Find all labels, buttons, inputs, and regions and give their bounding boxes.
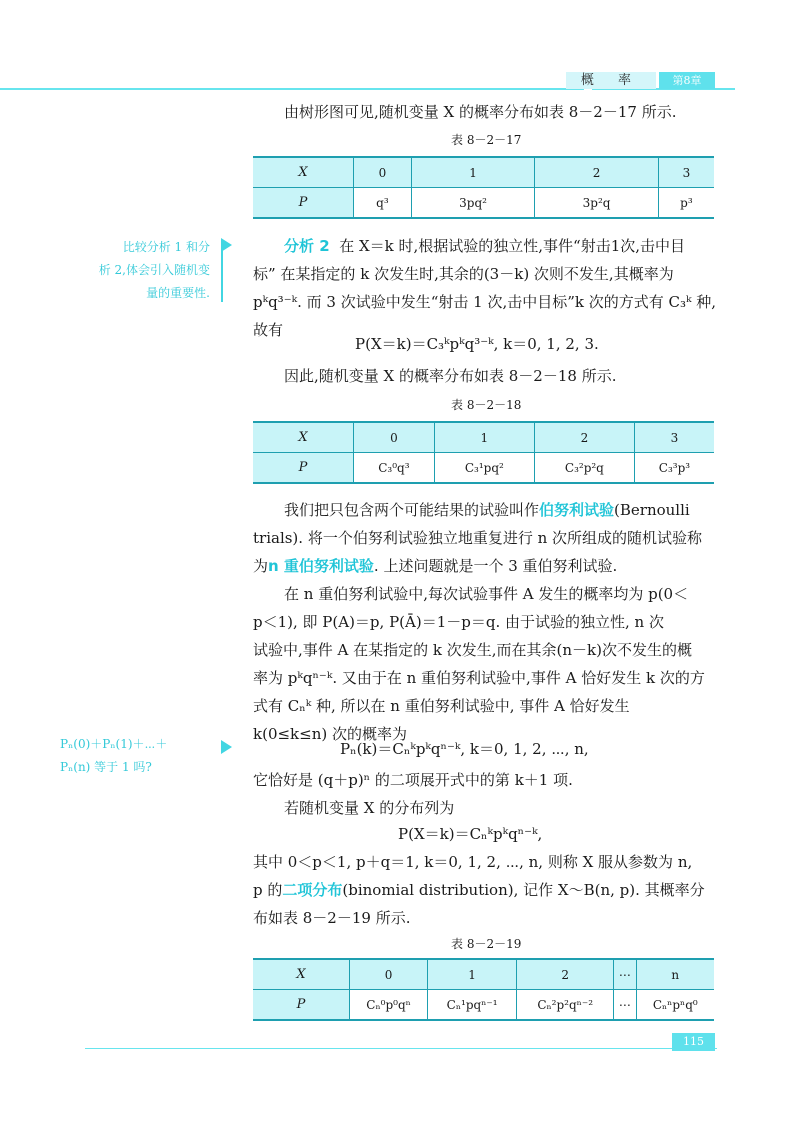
term-n-bernoulli: n 重伯努利试验 [268, 557, 374, 575]
paragraph-g-line-3: 布如表 8－2－19 所示. [253, 909, 411, 927]
analysis-line-3: pᵏq³⁻ᵏ. 而 3 次试验中发生“射击 1 次,击中目标”k 次的方式有 C₃ᵏ 种, [253, 293, 717, 311]
table-8-2-19 [253, 958, 714, 1021]
paragraph-d-line-2: p＜1), 即 P(A)＝p, P(Ā)＝1－p＝q. 由于试验的独立性, n 次 [253, 613, 664, 631]
table-row [253, 422, 714, 453]
paragraph-c-line-1: 我们把只包含两个可能结果的试验叫作伯努利试验(Bernoulli [284, 501, 690, 519]
table-8-2-17 [253, 156, 714, 219]
table-cell: 1 [428, 959, 517, 990]
table-row [253, 990, 714, 1021]
table-caption-19: 表 8－2－19 [451, 937, 522, 951]
table-cell: 0 [350, 959, 428, 990]
paragraph-d-line-5: 式有 Cₙᵏ 种, 所以在 n 重伯努利试验中, 事件 A 恰好发生 [253, 697, 630, 715]
table-row [253, 188, 714, 219]
term-bernoulli-trial: 伯努利试验 [539, 501, 615, 519]
paragraph-c-line-3: 为n 重伯努利试验. 上述问题就是一个 3 重伯努利试验. [253, 557, 618, 575]
table-cell: ⋯ [614, 959, 636, 990]
table-cell: 0 [354, 157, 412, 188]
analysis-label: 分析 2 [284, 237, 330, 255]
note-line: 析 2,体会引入随机变 [98, 263, 210, 277]
table-cell: 2 [517, 959, 614, 990]
table-cell: 3 [634, 422, 714, 453]
table-cell: Cₙ¹pqⁿ⁻¹ [428, 990, 517, 1021]
table-cell: C₃¹pq² [434, 453, 534, 484]
table-cell: Cₙ⁰p⁰qⁿ [350, 990, 428, 1021]
table-cell: X [253, 422, 354, 453]
paragraph-d-line-6: k(0≤k≤n) 次的概率为 [253, 725, 407, 743]
paragraph-d-line-4: 率为 pᵏqⁿ⁻ᵏ. 又由于在 n 重伯努利试验中,事件 A 恰好发生 k 次的方 [253, 669, 705, 687]
formula-2: Pₙ(k)＝Cₙᵏpᵏqⁿ⁻ᵏ, k＝0, 1, 2, ⋯, n, [340, 740, 589, 758]
table-8-2-18 [253, 421, 714, 484]
table-caption-17: 表 8－2－17 [451, 133, 522, 147]
paragraph-d-line-3: 试验中,事件 A 在某指定的 k 次发生,而在其余(n－k)次不发生的概 [253, 641, 692, 659]
chapter-badge: 第8章 [659, 72, 715, 89]
note-line: Pₙ(n) 等于 1 吗? [60, 760, 152, 774]
intro-paragraph: 由树形图可见,随机变量 X 的概率分布如表 8－2－17 所示. [284, 103, 677, 121]
table-row [253, 959, 714, 990]
margin-note-1 [60, 236, 210, 305]
note-line: 量的重要性. [146, 286, 210, 300]
table-cell: P [253, 188, 354, 219]
table-cell: Cₙⁿpⁿq⁰ [636, 990, 714, 1021]
table-row [253, 453, 714, 484]
table-cell: P [253, 990, 350, 1021]
note-bracket [221, 250, 223, 302]
table-cell: 0 [354, 422, 435, 453]
formula-1: P(X＝k)＝C₃ᵏpᵏq³⁻ᵏ, k＝0, 1, 2, 3. [355, 335, 599, 353]
analysis-line-1: 分析 2 在 X＝k 时,根据试验的独立性,事件“射击1次,击中目 [284, 237, 686, 255]
table-cell: 3pq² [411, 188, 534, 219]
table-cell: Cₙ²p²qⁿ⁻² [517, 990, 614, 1021]
formula-3: P(X＝k)＝Cₙᵏpᵏqⁿ⁻ᵏ, [398, 825, 543, 843]
table-cell: X [253, 157, 354, 188]
analysis-line-2: 标” 在某指定的 k 次发生时,其余的(3－k) 次则不发生,其概率为 [253, 265, 674, 283]
table-cell: C₃³p³ [634, 453, 714, 484]
paragraph-d-line-1: 在 n 重伯努利试验中,每次试验事件 A 发生的概率均为 p(0＜ [284, 585, 689, 603]
analysis-line-4: 故有 [253, 321, 284, 339]
table-caption-18: 表 8－2－18 [451, 398, 522, 412]
paragraph-c-line-2: trials). 将一个伯努利试验独立地重复进行 n 次所组成的随机试验称 [253, 529, 703, 547]
table-cell: n [636, 959, 714, 990]
table-cell: q³ [354, 188, 412, 219]
note-line: 比较分析 1 和分 [122, 240, 210, 254]
table-cell: p³ [658, 188, 714, 219]
footer-rule [85, 1048, 717, 1049]
table-cell: 1 [411, 157, 534, 188]
paragraph-b: 因此,随机变量 X 的概率分布如表 8－2－18 所示. [284, 367, 617, 385]
table-cell: C₃⁰q³ [354, 453, 435, 484]
paragraph-g-line-1: 其中 0＜p＜1, p＋q＝1, k＝0, 1, 2, ⋯, n, 则称 X 服从参数为 n, [253, 853, 693, 871]
paragraph-f: 若随机变量 X 的分布列为 [284, 799, 455, 817]
note-line: Pₙ(0)＋Pₙ(1)＋⋯＋ [60, 737, 168, 751]
note-pointer-icon [221, 740, 232, 754]
table-cell: 2 [534, 422, 634, 453]
table-cell: ⋯ [614, 990, 636, 1021]
table-row [253, 157, 714, 188]
table-cell: 1 [434, 422, 534, 453]
paragraph-g-line-2: p 的二项分布(binomial distribution), 记作 X～B(n, p). 其概率分 [253, 881, 705, 899]
section-title: 概 率 [566, 72, 656, 89]
table-cell: 2 [535, 157, 658, 188]
table-cell: P [253, 453, 354, 484]
page-number: 115 [672, 1033, 715, 1051]
table-cell: C₃²p²q [534, 453, 634, 484]
table-cell: 3 [658, 157, 714, 188]
term-binomial-distribution: 二项分布 [282, 881, 343, 899]
paragraph-e: 它恰好是 (q＋p)ⁿ 的二项展开式中的第 k＋1 项. [253, 771, 573, 789]
table-cell: 3p²q [535, 188, 658, 219]
margin-note-2 [60, 733, 210, 779]
table-cell: X [253, 959, 350, 990]
